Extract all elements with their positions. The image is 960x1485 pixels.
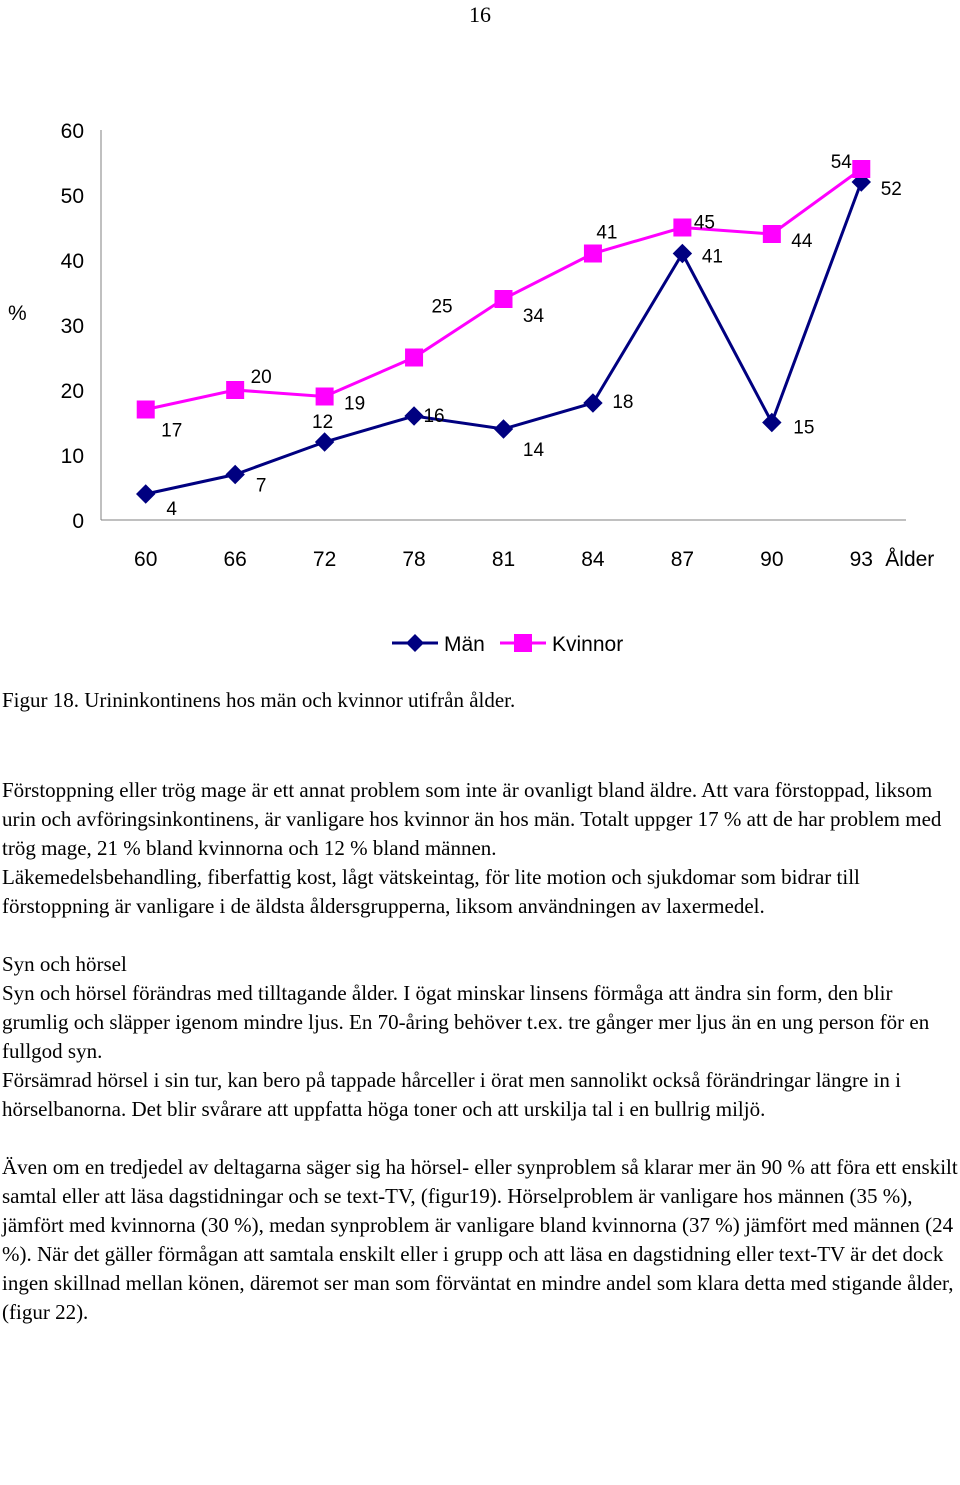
- data-label: 34: [522, 306, 545, 327]
- data-label: 20: [250, 367, 272, 388]
- data-point-kvinnor: [226, 381, 244, 399]
- y-axis-label: %: [8, 302, 27, 325]
- paragraph-hearing: Försämrad hörsel i sin tur, kan bero på tappade hårceller i örat men sannolikt också förändringar längre in i hörselbanorna. Det blir svårare att uppfatta höga toner och att urskilja tal i en bullrig miljö.: [2, 1068, 901, 1121]
- data-label: 17: [161, 420, 183, 442]
- data-label: 41: [701, 246, 723, 268]
- data-label: 18: [612, 392, 634, 413]
- data-point-man: [584, 394, 602, 412]
- x-tick-label: 90: [760, 548, 784, 571]
- x-tick-label: 84: [581, 548, 605, 571]
- data-point-kvinnor: [763, 225, 781, 243]
- y-tick-label: 0: [72, 510, 84, 533]
- series-line-man: [146, 182, 862, 494]
- body-text-block-1: [2, 776, 960, 1327]
- x-tick-label: 93: [849, 548, 873, 571]
- data-label: 54: [830, 152, 852, 173]
- x-axis-label: Ålder: [885, 548, 935, 571]
- data-point-man: [226, 466, 244, 484]
- data-label: 41: [596, 222, 618, 244]
- section-heading: Syn och hörsel: [2, 952, 127, 976]
- y-tick-label: 50: [60, 185, 84, 208]
- data-label: 7: [255, 475, 267, 497]
- x-tick-label: 72: [312, 548, 337, 571]
- data-point-man: [316, 433, 334, 451]
- data-label: 52: [880, 179, 902, 200]
- page-number: 16: [469, 2, 491, 27]
- y-tick-label: 10: [60, 445, 84, 468]
- data-point-kvinnor: [316, 388, 334, 406]
- data-point-kvinnor: [584, 245, 602, 263]
- y-tick-label: 60: [60, 120, 84, 143]
- data-label: 12: [312, 412, 334, 433]
- legend-marker-man: [406, 634, 424, 652]
- legend-man-label: Män: [444, 633, 485, 656]
- figure-caption: Figur 18. Urininkontinens hos män och kvinnor utifrån ålder.: [2, 688, 516, 712]
- data-point-man: [763, 414, 781, 432]
- data-point-man: [405, 407, 423, 425]
- data-point-kvinnor: [495, 290, 513, 308]
- paragraph-survey: Även om en tredjedel av deltagarna säger sig ha hörsel- eller synproblem så klarar mer än 90 % att föra ett enskilt samtal eller att läsa dagstidningar och se text-TV, (figur19). Hörselproblem är vanligare hos männen (35 %), jämfört med kvinnorna (30 %), medan synproblem är vanligare bland kvinnorna (37 %) jämfört med männen (24 %). När det gäller förmågan att samtala enskilt eller i grupp och att läsa en dagstidning eller text-TV är det dock ingen skillnad mellan könen, däremot ser man som förväntat en mindre andel som klara detta med stigande ålder, (figur 22).: [2, 1155, 958, 1324]
- data-label: 14: [522, 440, 545, 461]
- legend-kvinnor-label: Kvinnor: [552, 633, 624, 656]
- data-point-man: [137, 485, 155, 503]
- data-label: 16: [423, 406, 445, 427]
- data-point-man: [673, 245, 691, 263]
- paragraph-vision: Syn och hörsel förändras med tilltagande ålder. I ögat minskar linsens förmåga att ändra sin form, den blir grumlig och släpper igenom mindre ljus. En 70-åring behöver t.ex. tre gånger mer ljus än en ung person för en fullgod syn.: [2, 981, 930, 1063]
- y-tick-label: 20: [60, 380, 84, 403]
- line-chart: [0, 110, 960, 670]
- x-tick-label: 81: [491, 548, 516, 571]
- paragraph-medication: Läkemedelsbehandling, fiberfattig kost, lågt vätskeintag, för lite motion och sjukdomar som bidrar till förstoppning är vanligare i de äldsta åldersgrupperna, liksom användningen av laxermedel.: [2, 865, 860, 918]
- data-label: 19: [344, 393, 366, 415]
- data-label: 25: [431, 296, 453, 318]
- data-point-kvinnor: [137, 401, 155, 419]
- data-label: 4: [166, 499, 178, 520]
- data-label: 45: [693, 212, 715, 234]
- data-point-kvinnor: [405, 349, 423, 367]
- data-point-kvinnor: [852, 160, 870, 178]
- paragraph-constipation: Förstoppning eller trög mage är ett annat problem som inte är ovanligt bland äldre. Att vara förstoppad, liksom urin och avföringsinkontinens, är vanligare hos kvinnor än hos män. Totalt uppger 17 % att de har problem med trög mage, 21 % bland kvinnorna och 12 % bland männen.: [2, 778, 942, 860]
- x-tick-label: 87: [670, 548, 695, 571]
- x-tick-label: 60: [134, 548, 158, 571]
- y-tick-label: 30: [60, 315, 84, 338]
- data-point-man: [495, 420, 513, 438]
- x-tick-label: 66: [223, 548, 247, 571]
- data-label: 15: [793, 417, 815, 439]
- x-tick-label: 78: [402, 548, 426, 571]
- y-tick-label: 40: [60, 250, 84, 273]
- data-point-kvinnor: [673, 219, 691, 237]
- data-label: 44: [791, 231, 813, 252]
- legend-marker-kvinnor: [514, 634, 532, 652]
